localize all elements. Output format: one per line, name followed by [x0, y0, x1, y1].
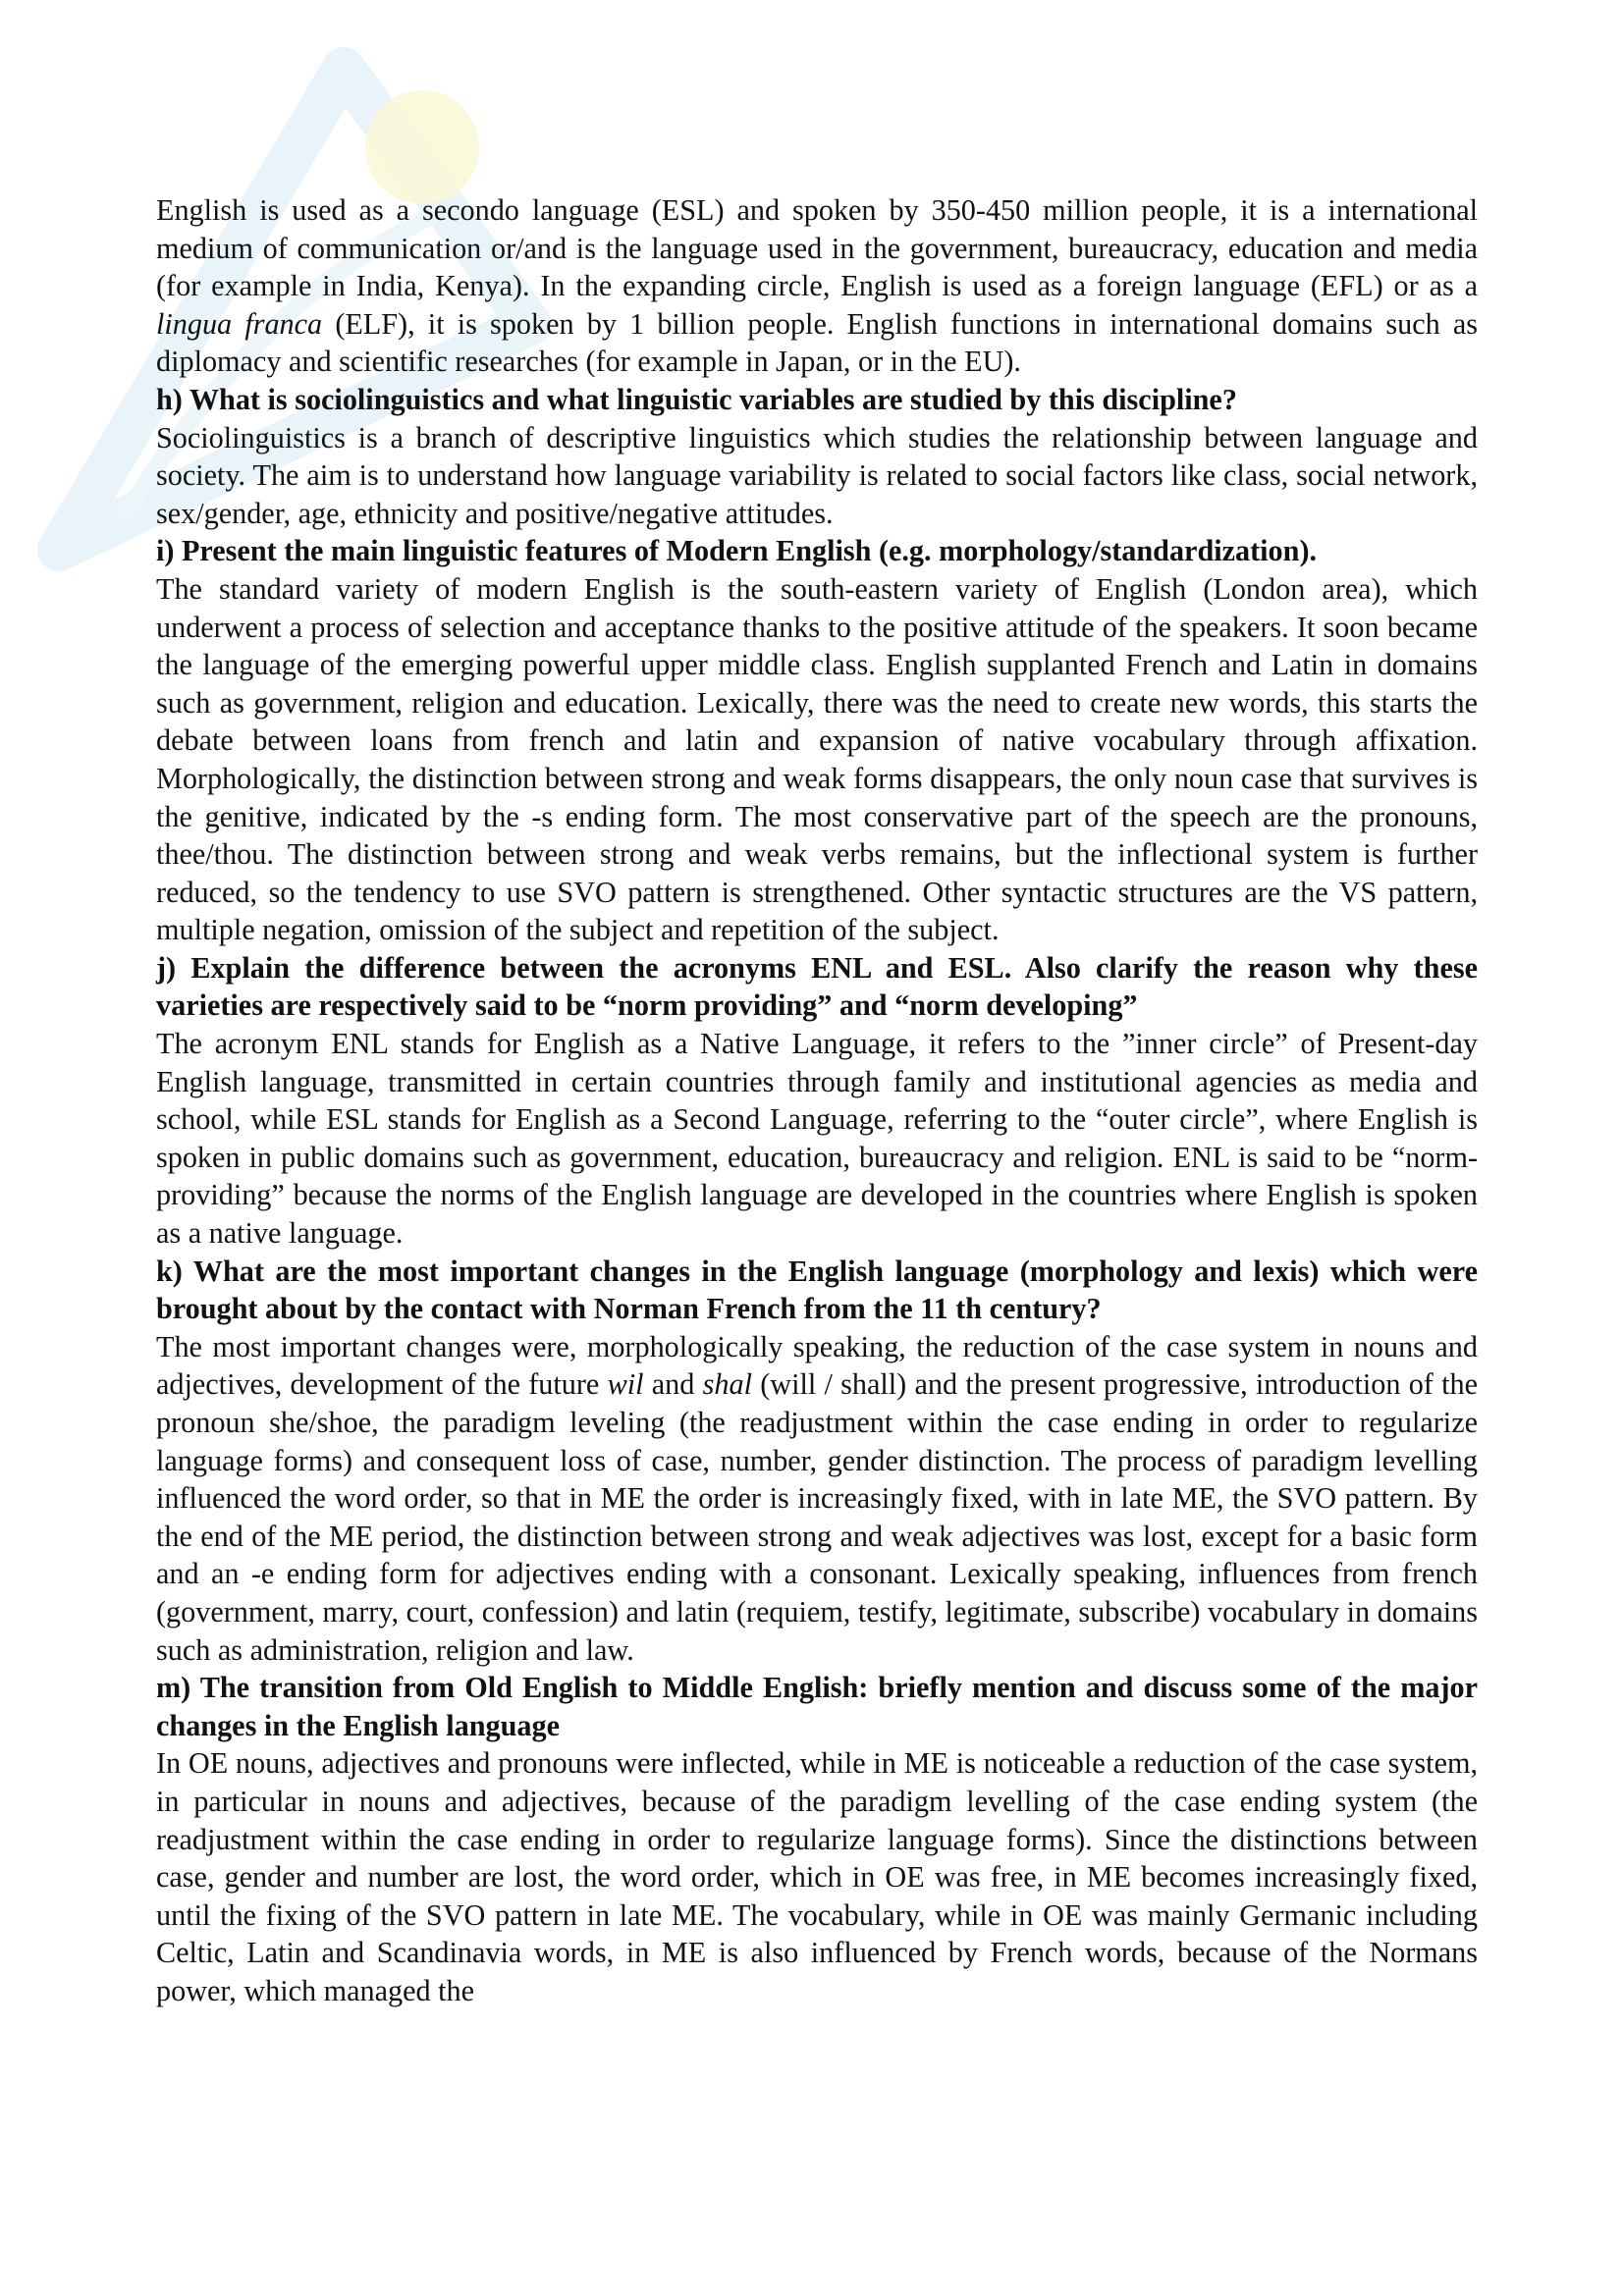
italic-term: wil: [607, 1367, 644, 1402]
text-segment: k) What are the most important changes in the English language (morphology and lexis) which were brought about by the contact with Norman French from the 11 th century?: [156, 1254, 1478, 1326]
document-body: [156, 191, 1478, 2010]
text-segment: (will / shall) and the present progressive, introduction of the pronoun she/shoe, the paradigm leveling (the readjustment within the case ending in order to regularize language forms) and consequent loss of case, number, gender distinction. The process of paradigm levelling influenced the word order, so that in ME the order is increasingly fixed, with in late ME, the SVO pattern. By the end of the ME period, the distinction between strong and weak adjectives was lost, except for a basic form and an -e ending form for adjectives ending with a consonant. Lexically speaking, influences from french (government, marry, court, confession) and latin (requiem, testify, legitimate, subscribe) vocabulary in domains such as administration, religion and law.: [156, 1367, 1479, 1667]
text-segment: and: [643, 1367, 703, 1402]
question-heading: [156, 381, 1478, 419]
answer-paragraph: [156, 1744, 1478, 2009]
question-heading: [156, 949, 1478, 1025]
text-segment: English is used as a secondo language (ESL) and spoken by 350-450 million people, it is a international medium of communication or/and is the language used in the government, bureaucracy, education and media (for example in India, Kenya). In the expanding circle, English is used as a foreign language (EFL) or as a: [156, 193, 1478, 303]
italic-term: lingua franca: [156, 306, 323, 341]
text-segment: The most important changes were, morphologically speaking, the reduction of the case system in nouns and adjectives, development of the future: [156, 1329, 1478, 1402]
question-heading: [156, 1669, 1478, 1744]
text-segment: j) Explain the difference between the acronyms ENL and ESL. Also clarify the reason why these varieties are respectively said to be “norm providing” and “norm developing”: [156, 950, 1478, 1023]
text-segment: m) The transition from Old English to Middle English: briefly mention and discuss some of the major changes in the English language: [156, 1671, 1478, 1742]
answer-paragraph: [156, 570, 1478, 949]
text-segment: In OE nouns, adjectives and pronouns were inflected, while in ME is noticeable a reduction of the case system, in particular in nouns and adjectives, because of the paradigm levelling of the case ending system (the readjustment within the case ending in order to regularize language forms). Since the distinctions between case, gender and number are lost, the word order, which in OE was free, in ME becomes increasingly fixed, until the fixing of the SVO pattern in late ME. The vocabulary, while in OE was mainly Germanic including Celtic, Latin and Scandinavia words, in ME is also influenced by French words, because of the Normans power, which managed the: [156, 1746, 1478, 2007]
answer-paragraph: [156, 191, 1478, 381]
text-segment: h) What is sociolinguistics and what linguistic variables are studied by this discipline?: [156, 382, 1237, 416]
text-segment: (ELF), it is spoken by 1 billion people. English functions in international domains such as diplomacy and scientific researches (for example in Japan, or in the EU).: [156, 306, 1478, 379]
text-segment: i) Present the main linguistic features of Modern English (e.g. morphology/standardization).: [156, 534, 1318, 568]
answer-paragraph: [156, 1328, 1478, 1669]
text-segment: The standard variety of modern English is the south-eastern variety of English (London area), which underwent a process of selection and acceptance thanks to the positive attitude of the speakers. It soon became the language of the emerging powerful upper middle class. English supplanted French and Latin in domains such as government, religion and education. Lexically, there was the need to create new words, this starts the debate between loans from french and latin and expansion of native vocabulary through affixation. Morphologically, the distinction between strong and weak forms disappears, the only noun case that survives is the genitive, indicated by the -s ending form. The most conservative part of the speech are the pronouns, thee/thou. The distinction between strong and weak verbs remains, but the inflectional system is further reduced, so the tendency to use SVO pattern is strengthened. Other syntactic structures are the VS pattern, multiple negation, omission of the subject and repetition of the subject.: [156, 571, 1478, 947]
italic-term: shal: [702, 1367, 752, 1402]
text-segment: Sociolinguistics is a branch of descriptive linguistics which studies the relationship between language and society. The aim is to understand how language variability is related to social factors like class, social network, sex/gender, age, ethnicity and positive/negative attitudes.: [156, 420, 1478, 530]
question-heading: [156, 1253, 1478, 1328]
question-heading: [156, 532, 1478, 570]
answer-paragraph: [156, 1025, 1478, 1253]
text-segment: The acronym ENL stands for English as a Native Language, it refers to the ”inner circle” of Present-day English language, transmitted in certain countries through family and institutional agencies as media and school, while ESL stands for English as a Second Language, referring to the “outer circle”, where English is spoken in public domains such as government, education, bureaucracy and religion. ENL is said to be “norm-providing” because the norms of the English language are developed in the countries where English is spoken as a native language.: [156, 1027, 1478, 1251]
answer-paragraph: [156, 419, 1478, 533]
